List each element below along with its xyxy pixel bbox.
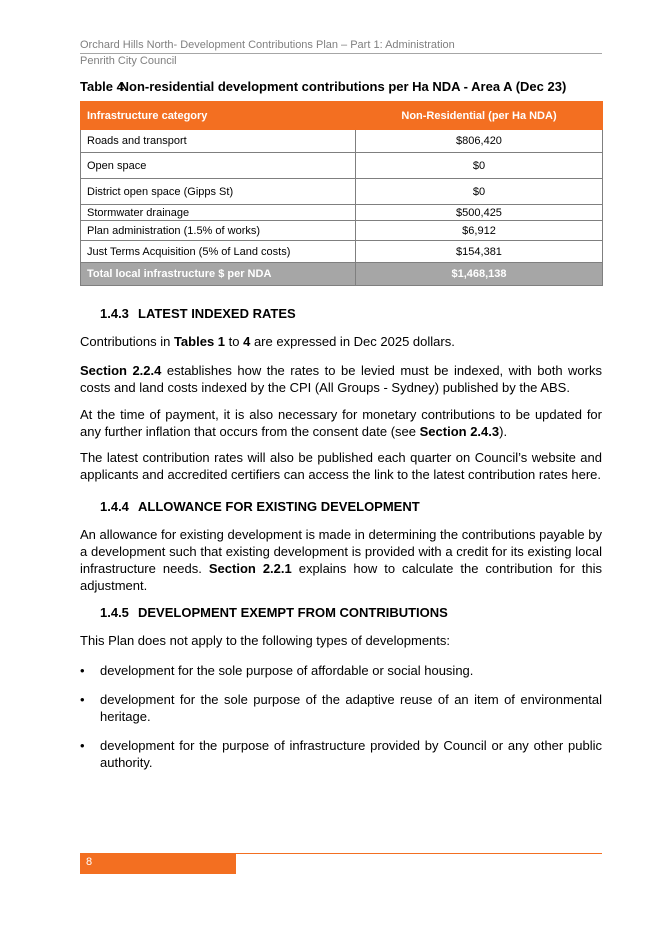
header-rule xyxy=(80,53,602,54)
row-category: Roads and transport xyxy=(81,130,356,153)
paragraph xyxy=(80,333,602,350)
row-value: $0 xyxy=(356,179,603,205)
paragraph xyxy=(80,406,602,440)
row-value: $6,912 xyxy=(356,221,603,241)
bold-ref: Tables 1 xyxy=(173,334,226,349)
page-number-tab xyxy=(80,853,236,874)
section-title: LATEST INDEXED RATES xyxy=(138,306,296,321)
section-number: 1.4.5 xyxy=(100,605,129,620)
page-header xyxy=(80,39,602,68)
row-category: District open space (Gipps St) xyxy=(81,179,356,205)
text-run: explains how to calculate the contribution for this adjustment. xyxy=(80,561,602,593)
bold-ref: 4 xyxy=(243,334,251,349)
bold-ref: Section 2.4.3 xyxy=(419,424,500,439)
bold-ref: Section 2.2.4 xyxy=(80,363,162,378)
bullet-icon: • xyxy=(80,692,85,707)
row-category: Plan administration (1.5% of works) xyxy=(81,221,356,241)
list-item-text: development for the sole purpose of affordable or social housing. xyxy=(100,663,474,678)
text-run: An allowance for existing development is made in determining the contributions payable by a development such that existing development is provided with a credit for its existing local infrastructure needs. xyxy=(80,527,602,576)
table-caption-title: Non-residential development contributions per Ha NDA - Area A (Dec 23) xyxy=(119,79,567,94)
table-caption-number: Table 4 xyxy=(80,79,124,94)
section-heading-1-4-3 xyxy=(100,306,296,321)
section-title: DEVELOPMENT EXEMPT FROM CONTRIBUTIONS xyxy=(138,605,448,620)
header-title: Orchard Hills North- Development Contributions Plan – Part 1: Administration xyxy=(80,39,455,51)
table-total-row xyxy=(81,263,603,286)
paragraph xyxy=(80,362,602,396)
table-row xyxy=(81,221,603,241)
paragraph: This Plan does not apply to the following types of developments: xyxy=(80,633,450,648)
section-title: ALLOWANCE FOR EXISTING DEVELOPMENT xyxy=(138,499,420,514)
table-row xyxy=(81,130,603,153)
row-value: $154,381 xyxy=(356,241,603,263)
text-run: ). xyxy=(499,424,508,439)
text-run: establishes how the rates to be levied must be indexed, with both works costs and land costs indexed by the CPI (All Groups - Sydney) published by the ABS. xyxy=(80,363,602,395)
list-item-text: development for the sole purpose of the adaptive reuse of an item of environmental heritage. xyxy=(100,692,602,724)
page-number: 8 xyxy=(86,856,93,868)
paragraph: The latest contribution rates will also be published each quarter on Council’s website and applicants and accredited certifiers can access the link to the latest contribution rates here. xyxy=(80,450,602,482)
section-number: 1.4.3 xyxy=(100,306,129,321)
table-row xyxy=(81,179,603,205)
list-item xyxy=(80,737,602,771)
text-run: to xyxy=(225,334,244,349)
row-category: Just Terms Acquisition (5% of Land costs) xyxy=(81,241,356,263)
row-value: $0 xyxy=(356,153,603,179)
row-value: $806,420 xyxy=(356,130,603,153)
table-row xyxy=(81,205,603,221)
row-category: Open space xyxy=(81,153,356,179)
text-run: are expressed in Dec 2025 dollars. xyxy=(250,334,455,349)
section-number: 1.4.4 xyxy=(100,499,129,514)
bullet-icon: • xyxy=(80,738,85,753)
text-run: Contributions in xyxy=(80,334,174,349)
list-item xyxy=(80,662,602,679)
section-heading-1-4-4 xyxy=(100,499,420,514)
total-value: $1,468,138 xyxy=(356,263,603,286)
text-run: At the time of payment, it is also necessary for monetary contributions to be updated for any further inflation that occurs from the consent date (see xyxy=(80,407,602,439)
section-heading-1-4-5 xyxy=(100,605,448,620)
table-caption xyxy=(80,79,610,94)
col-header-value: Non-Residential (per Ha NDA) xyxy=(356,102,603,130)
table-header-row xyxy=(81,102,603,130)
table-row xyxy=(81,241,603,263)
paragraph xyxy=(80,526,602,594)
bold-ref: Section 2.2.1 xyxy=(208,561,292,576)
list-item xyxy=(80,691,602,725)
list-item-text: development for the purpose of infrastructure provided by Council or any other public authority. xyxy=(100,738,602,770)
total-label: Total local infrastructure $ per NDA xyxy=(81,263,356,286)
table-row xyxy=(81,153,603,179)
contributions-table xyxy=(80,101,603,286)
col-header-category: Infrastructure category xyxy=(81,102,356,130)
row-value: $500,425 xyxy=(356,205,603,221)
bullet-icon: • xyxy=(80,663,85,678)
row-category: Stormwater drainage xyxy=(81,205,356,221)
header-council: Penrith City Council xyxy=(80,55,177,67)
